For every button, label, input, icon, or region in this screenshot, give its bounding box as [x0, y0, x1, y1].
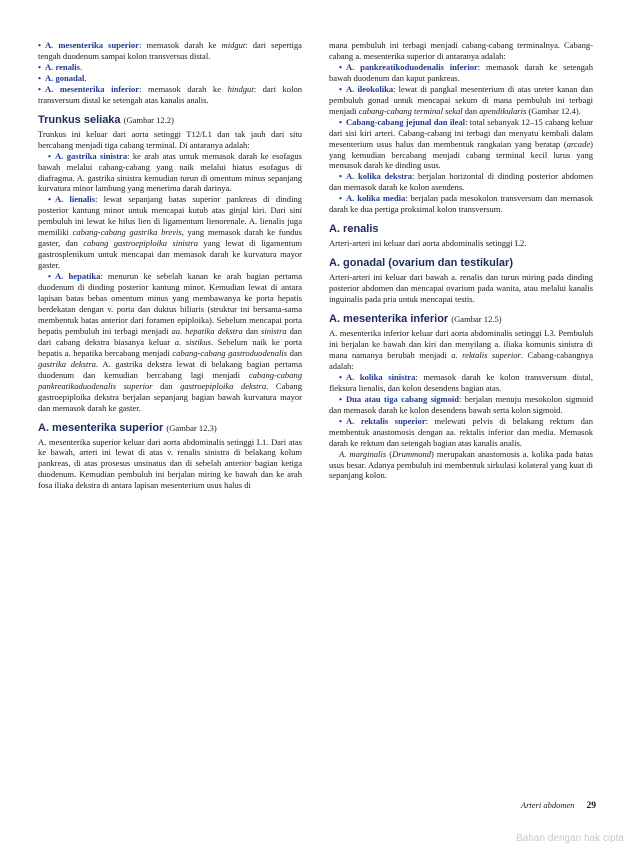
- running-title: Arteri abdomen: [520, 800, 575, 810]
- bullet-icon: •: [38, 61, 41, 72]
- bullet-icon: •: [38, 40, 41, 50]
- heading-a-mesenterika-inferior: A. mesenterika inferior (Gambar 12.5): [329, 313, 502, 326]
- bullet-icon: •: [339, 83, 342, 94]
- bullet-a-kolika-dekstra: • A. kolika dekstra: berjalan horizontal di dinding posterior abdomen dan memasok darah ke kolon asendens.: [329, 171, 593, 193]
- paragraph-trunkus: Trunkus ini keluar dari aorta setinggi T12/L1 dan tak jauh dari situ bercabang menjadi tiga cabang terminal. Di antaranya adalah:: [38, 128, 302, 150]
- right-column: [329, 40, 593, 481]
- copyright-watermark: Bahan dengan hak cipta: [516, 833, 624, 844]
- paragraph-gonadal: Arteri-arteri ini keluar dari bawah a. renalis dan turun miring pada dinding posterior abdomen dan mencapai ovarium pada wanita, atau melalui kanalis inguinalis pada pria untuk mencapai testis.: [329, 272, 593, 305]
- bullet-a-kolika-media: • A. kolika media: berjalan pada mesokolon transversum dan memasok darah ke dua pertiga proksimal kolon transversum.: [329, 193, 593, 215]
- bullet-icon: •: [339, 171, 342, 182]
- bullet-a-ileokolika: • A. ileokolika: lewat di pangkal mesenterium di atas ureter kanan dan pembuluh gonad untuk mencapai sekum di mana pembuluh ini terbagi menjadi cabang-cabang terminal sekal dan apendikularis (Gambar 12.4).: [329, 83, 593, 116]
- bullet-icon: •: [339, 371, 342, 382]
- heading-a-gonadal: A. gonadal (ovarium dan testikular): [329, 257, 513, 270]
- paragraph-continuation: mana pembuluh ini terbagi menjadi cabang-cabang terminalnya. Cabang-cabang a. mesenterika superior di antaranya adalah:: [329, 40, 593, 61]
- bullet-a-pankreatikoduodenalis-inferior: • A. pankreatikoduodenalis inferior: memasok darah ke setengah bawah duodenum dan kaput pankreas.: [329, 61, 593, 83]
- bullet-icon: •: [339, 393, 342, 404]
- bullet-a-gastrika-sinistra: • A. gastrika sinistra: ke arah atas untuk memasok darah ke esofagus bawah melalui cabang-cabang yang naik melalui hiatus esofagus di diafragma. A. gastrika sinistra kemudian turun di omentum minus sepanjang kurvatura minor lambung yang menerima darah darinya.: [38, 150, 302, 194]
- bullet-icon: •: [339, 61, 342, 72]
- heading-a-renalis: A. renalis: [329, 223, 379, 236]
- bullet-a-rektalis-superior: • A. rektalis superior: melewati pelvis di belakang rektum dan membentuk anastomosis dengan aa. rektalis inferior dan media. Memasok darah ke rektum dan setengah bagian atas kanalis analis.: [329, 415, 593, 448]
- bullet-a-mesenterika-inferior: • A. mesenterika inferior: memasok darah ke hindgut: dari kolon transversum distal ke setengah atas kanalis analis.: [38, 83, 302, 105]
- bullet-a-hepatika: • A. hepatika: menurun ke sebelah kanan ke arah bagian pertama duodenum di dinding posterior kantung minor. Kemudian lewat di antara lapisan batas bebas omentum minus yang membawanya ke porta hepatis berdekatan dengan v. porta dan duktus biliaris (struktur ini bersama-sama membentuk batas anterior dari foramen epiploika). Sebelum mencapai porta hepatis pembuluh ini terbagi menjadi aa. hepatika dekstra dan sinistra dan dari cabang dekstra biasanya keluar a. sistikus. Sebelum naik ke porta hepatis a. hepatika bercabang menjadi cabang-cabang gastroduodenalis dan gastrika dekstra. A. gastrika dekstra lewat di belakang bagian pertama duodenum dan kemudian bercabang lagi menjadi cabang-cabang pankreatikoduodenalis superior dan gastroepiploika dekstra. Cabang gastroepiploika dekstra berjalan sepanjang bagian bawah kurvatura mayor dan memasok darah ke gaster.: [38, 271, 303, 413]
- heading-a-mesenterika-superior: A. mesenterika superior (Gambar 12.3): [38, 421, 217, 434]
- bullet-icon: •: [48, 150, 51, 161]
- bullet-icon: •: [38, 83, 41, 94]
- paragraph-mesenterika-superior: A. mesenterika superior keluar dari aorta abdominalis setinggi L1. Dari atas ke bawah, arteri ini lewat di atas v. renalis sinistra di belakang kolum pankreas, di atas prosesus unsinatus dan di sebelah anterior bagian ketiga duodenum. Kemudian pembuluh ini berjalan miring ke bawah dan ke arah fosa iliaka dekstra di antara lapisan mesenterium usus halus di: [38, 436, 302, 491]
- page-number: 29: [586, 801, 596, 811]
- bullet-icon: •: [339, 193, 342, 204]
- bullet-a-mesenterika-superior: • A. mesenterika superior: memasok darah ke midgut: dari sepertiga tengah duodenum sampai kolon transversus distal.: [38, 40, 302, 61]
- bullet-a-renalis: • A. renalis.: [38, 61, 83, 72]
- bullet-icon: •: [339, 116, 342, 127]
- bullet-a-gonadal: • A. gonadal.: [38, 72, 87, 83]
- bullet-icon: •: [339, 415, 342, 426]
- paragraph-mesenterika-inferior: A. mesenterika inferior keluar dari aorta abdominalis setinggi L3. Pembuluh ini berjalan ke bawah dan kiri dan menyilang a. iliaka komunis sinistra di mana namanya berubah menjadi a. rektalis superior. Cabang-cabangnya adalah:: [329, 328, 593, 371]
- left-column: [38, 40, 302, 491]
- page-footer: [470, 800, 596, 811]
- bullet-icon: •: [38, 72, 41, 83]
- bullet-cabang-sigmoid: • Dua atau tiga cabang sigmoid: berjalan menuju mesokolon sigmoid dan memasok darah ke kolon desendens bawah serta kolon sigmoid.: [329, 393, 594, 415]
- bullet-icon: •: [48, 271, 51, 282]
- bullet-a-lienalis: • A. lienalis: lewat sepanjang batas superior pankreas di dinding posterior kantung minor untuk mencapai kutub atas ginjal kiri. Dari sini pembuluh ini lewat ke hilus lien di ligamentum lienorenale. A. lienalis juga memiliki cabang-cabang gastrika brevis, yang memasok darah ke fundus gaster, dan cabang gastroepiploika sinistra yang lewat di ligamentum gastrosplenikum untuk mencapai dan memasok darah ke kurvatura mayor gaster.: [38, 194, 302, 271]
- paragraph-renalis: Arteri-arteri ini keluar dari aorta abdominalis setinggi L2.: [329, 238, 527, 249]
- heading-trunkus-seliaka: Trunkus seliaka (Gambar 12.2): [38, 113, 174, 126]
- bullet-icon: •: [48, 194, 51, 205]
- paragraph-marginalis: A. marginalis (Drummond) merupakan anastomosis a. kolika pada batas usus besar. Adanya pembuluh ini membentuk sirkulasi kolateral yang kuat di sepanjang kolon.: [329, 448, 593, 481]
- bullet-a-kolika-sinistra: • A. kolika sinistra: memasok darah ke kolon transversum distal, fleksura lienalis, dan kolon desendens bagian atas.: [329, 371, 593, 393]
- bullet-cabang-jejunal-ileal: • Cabang-cabang jejunal dan ileal: total sebanyak 12–15 cabang keluar dari sisi kiri arteri. Cabang-cabang ini terbagi dan menyatu kembali dalam mesenterium usus halus dan membentuk rangkaian yang beratap (arcade) yang kemudian bercabang menjadi cabang terminal kecil lurus yang memasok darah ke dinding usus.: [329, 116, 593, 171]
